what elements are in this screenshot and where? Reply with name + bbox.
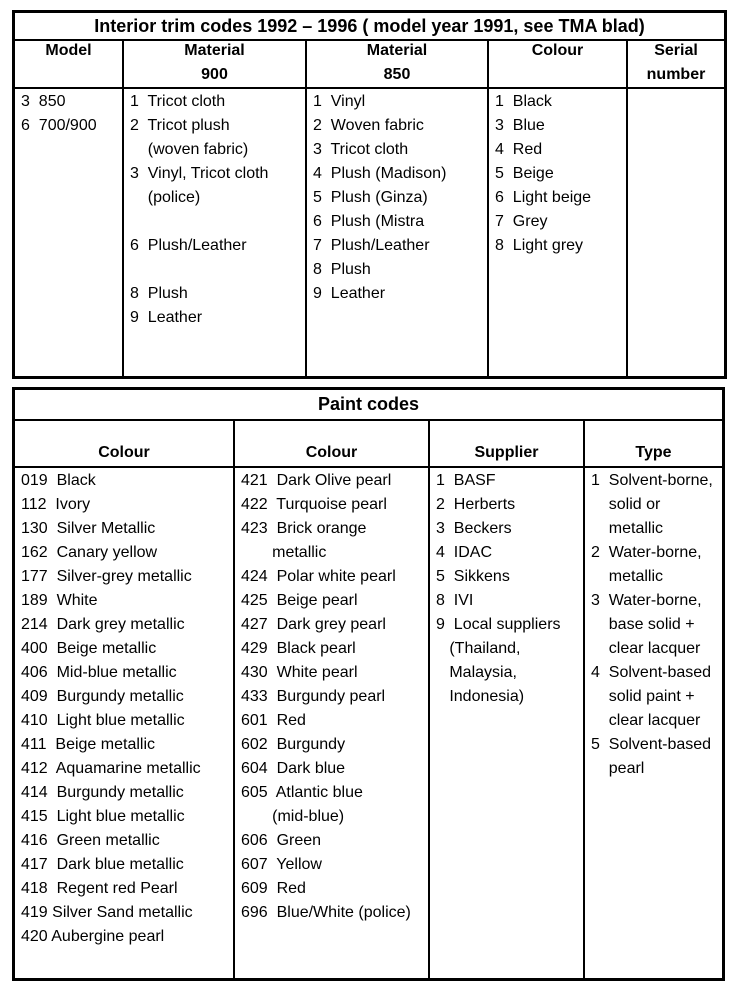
list-item: metallic [241,544,327,561]
list-item: 412 Aquamarine metallic [21,760,201,777]
column-header [628,39,724,87]
list-item: 602 Burgundy [241,736,346,753]
list-item: 6 Light beige [495,189,592,206]
header-text: Material [366,42,428,59]
list-item: 410 Light blue metallic [21,712,185,729]
list-item: Indonesia) [436,688,525,705]
list-item: 414 Burgundy metallic [21,784,184,801]
list-item: clear lacquer [591,640,701,657]
list-item: 5 Plush (Ginza) [313,189,428,206]
list-item: 416 Green metallic [21,832,160,849]
column-header [307,39,487,87]
list-item: 3 850 [21,93,66,110]
list-item: 7 Plush/Leather [313,237,430,254]
list-item: 409 Burgundy metallic [21,688,184,705]
list-item: 421 Dark Olive pearl [241,472,392,489]
col-colour [489,39,626,376]
list-item: 433 Burgundy pearl [241,688,386,705]
list-item: 7 Grey [495,213,548,230]
list-item: 4 Red [495,141,543,158]
header-text: Colour [98,444,150,461]
list-item: (police) [130,189,201,206]
list-item [130,210,303,234]
list-item: 411 Beige metallic [21,736,155,753]
list-item: 189 White [21,592,98,609]
header-text: 850 [383,66,411,83]
list-item: 6 700/900 [21,117,97,134]
list-item: 130 Silver Metallic [21,520,156,537]
col-colour-2 [235,419,428,978]
paint-table-title: Paint codes [15,390,722,421]
list-item: 4 Plush (Madison) [313,165,447,182]
col-supplier [430,419,583,978]
list-item: 4 IDAC [436,544,493,561]
header-text: Colour [531,42,584,59]
list-item: metallic [591,568,664,585]
list-item: 427 Dark grey pearl [241,616,386,633]
header-text: number [646,66,706,83]
list-item: 162 Canary yellow [21,544,158,561]
list-item: 609 Red [241,880,306,897]
list-item: 418 Regent red Pearl [21,880,178,897]
col-material-850 [307,39,487,376]
list-item: 1 Vinyl [313,93,366,110]
header-text: Supplier [474,444,539,461]
list-item: 3 Water-borne, [591,592,702,609]
list-item: 604 Dark blue [241,760,346,777]
column-header [489,39,626,63]
list-item [130,258,303,282]
list-item: 1 BASF [436,472,496,489]
list-item: base solid + [591,616,695,633]
list-item: 422 Turquoise pearl [241,496,387,513]
list-item: 3 Vinyl, Tricot cloth [130,165,269,182]
column-header [15,441,233,465]
list-item: 5 Sikkens [436,568,510,585]
list-item: 415 Light blue metallic [21,808,185,825]
list-item: 1 Solvent-borne, [591,472,713,489]
list-item: 8 Plush [130,285,188,302]
list-item: 425 Beige pearl [241,592,358,609]
list-item: 6 Plush (Mistra [313,213,425,230]
list-item: 2 Water-borne, [591,544,702,561]
header-text: Type [635,444,672,461]
list-item: 3 Blue [495,117,545,134]
column-header [235,441,428,465]
list-item: 607 Yellow [241,856,322,873]
list-item: 214 Dark grey metallic [21,616,185,633]
list-item: (mid-blue) [241,808,345,825]
header-text: Colour [305,444,358,461]
header-text: 900 [201,66,228,83]
list-item: solid or [591,496,661,513]
list-item: 9 Leather [130,309,203,326]
list-item: 2 Woven fabric [313,117,424,134]
list-item: pearl [591,760,645,777]
list-item: 8 IVI [436,592,474,609]
list-item: 429 Black pearl [241,640,356,657]
header-text: Material [184,42,245,59]
paint-codes-table [12,387,725,981]
col-colour-1 [15,419,233,978]
list-item: 177 Silver-grey metallic [21,568,192,585]
list-item: 420 Aubergine pearl [21,928,165,945]
header-text: Model [45,42,92,59]
list-item: 400 Beige metallic [21,640,157,657]
list-item: 2 Herberts [436,496,516,513]
list-item: 019 Black [21,472,96,489]
list-item: 5 Beige [495,165,554,182]
list-item: Malaysia, [436,664,517,681]
interior-trim-table [12,10,727,379]
col-serial-number [628,39,724,376]
list-item: 424 Polar white pearl [241,568,396,585]
list-item: (woven fabric) [130,141,249,158]
list-item: 9 Local suppliers [436,616,561,633]
col-type [585,419,722,978]
list-item: 1 Black [495,93,552,110]
list-item: solid paint + [591,688,695,705]
list-item: 423 Brick orange [241,520,367,537]
list-item: 8 Light grey [495,237,584,254]
col-model [15,39,122,376]
list-item: 6 Plush/Leather [130,237,247,254]
list-item: 3 Tricot cloth [313,141,409,158]
list-item: 4 Solvent-based [591,664,712,681]
list-item: 606 Green [241,832,322,849]
list-item: 1 Tricot cloth [130,93,226,110]
list-item: (Thailand, [436,640,521,657]
list-item: 5 Solvent-based [591,736,712,753]
list-item: 112 Ivory [21,496,91,513]
column-header [124,39,305,87]
list-item: 3 Beckers [436,520,512,537]
list-item: 601 Red [241,712,306,729]
list-item: metallic [591,520,664,537]
list-item: 696 Blue/White (police) [241,904,411,921]
col-material-900 [124,39,305,376]
trim-table-title: Interior trim codes 1992 – 1996 ( model year 1991, see TMA blad) [15,13,724,41]
list-item: 417 Dark blue metallic [21,856,184,873]
list-item: 419 Silver Sand metallic [21,904,193,921]
list-item: clear lacquer [591,712,701,729]
column-header [585,441,722,465]
list-item: 430 White pearl [241,664,358,681]
column-header [430,441,583,465]
list-item: 2 Tricot plush [130,117,230,134]
list-item: 605 Atlantic blue [241,784,363,801]
list-item: 9 Leather [313,285,386,302]
list-item: 8 Plush [313,261,371,278]
header-text: Serial [654,42,698,59]
list-item: 406 Mid-blue metallic [21,664,177,681]
column-header [15,39,122,63]
